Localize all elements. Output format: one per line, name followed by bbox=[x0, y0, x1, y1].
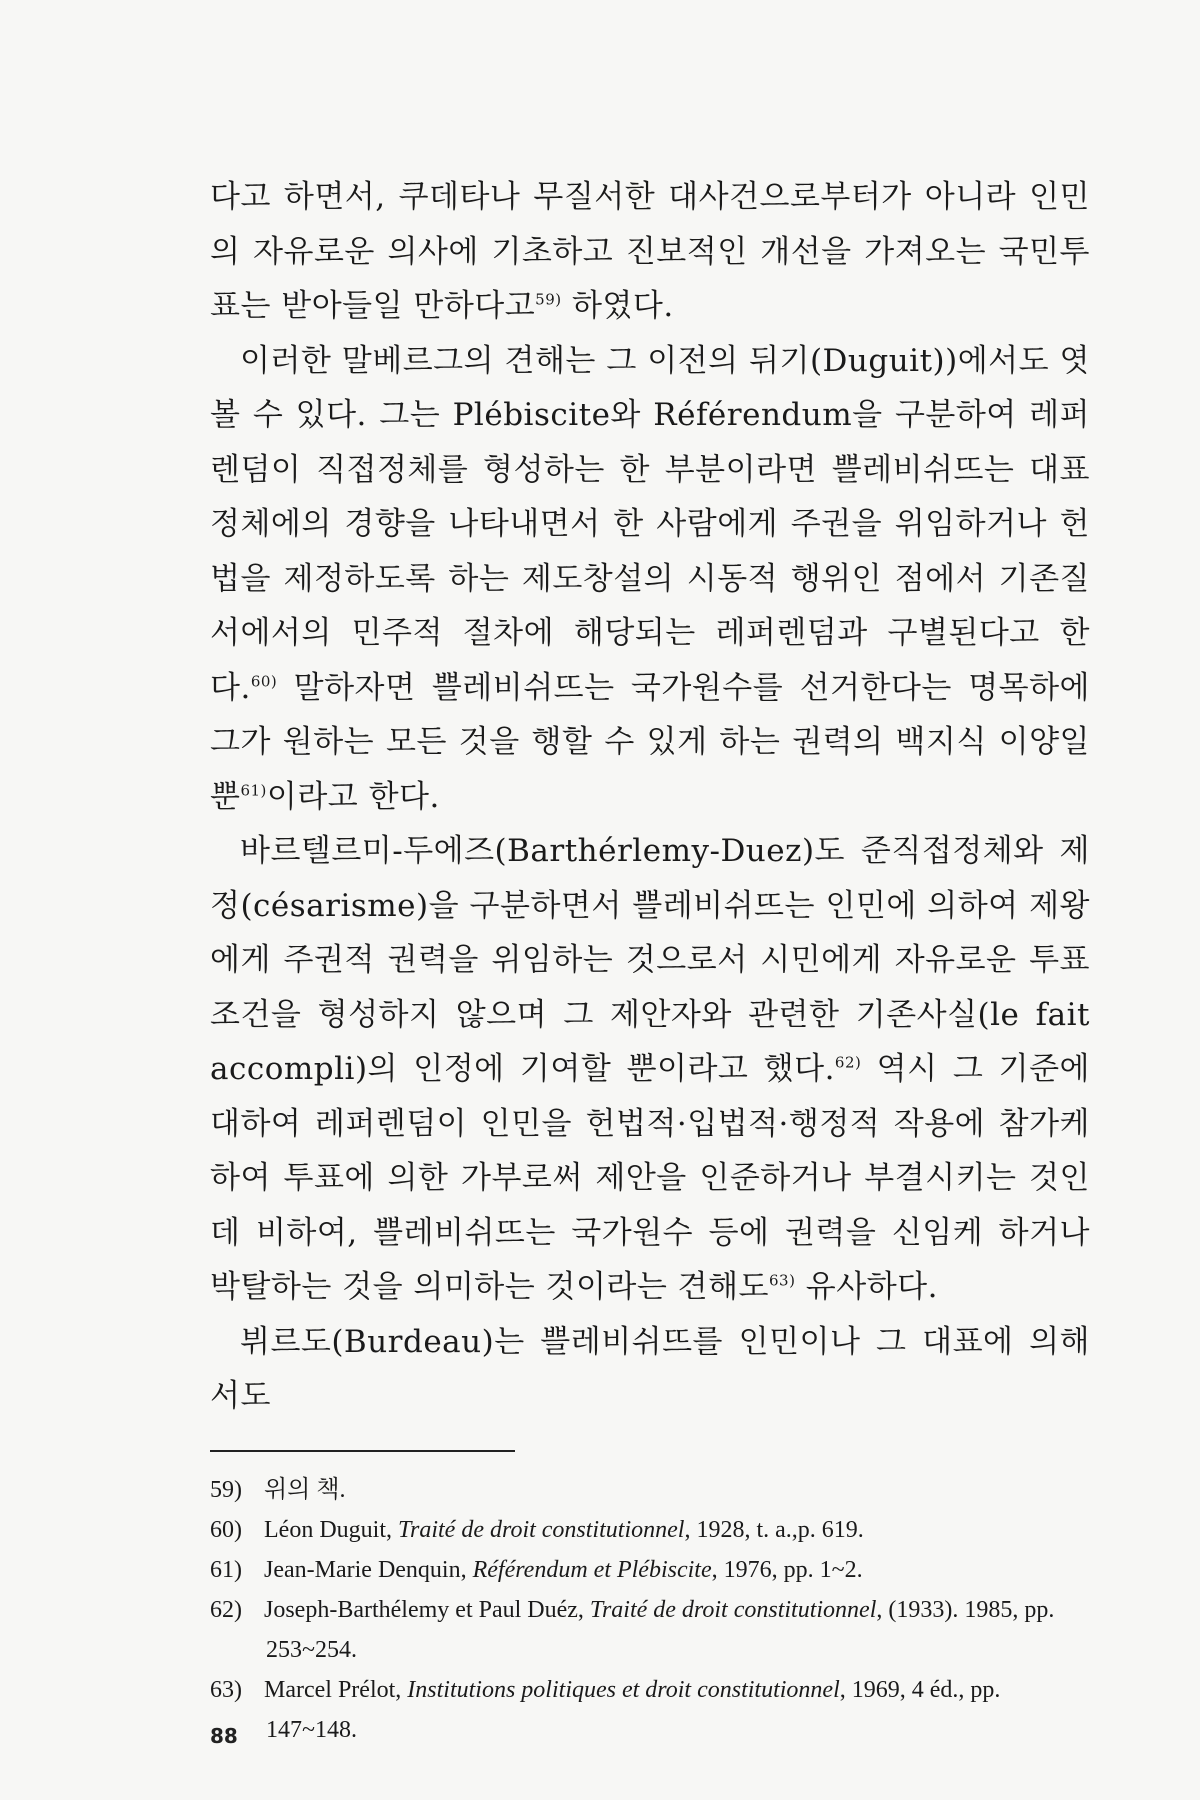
footnote-ref-60: 60) bbox=[250, 672, 278, 691]
footnote-title: Référendum et Plébiscite bbox=[472, 1556, 712, 1583]
footnote-title: Institutions politiques et droit constitutionnel bbox=[407, 1676, 840, 1703]
footnote-number: 62) bbox=[210, 1596, 242, 1623]
footnote-59 bbox=[210, 1470, 1090, 1510]
footnote-ref-62: 62) bbox=[834, 1053, 862, 1072]
footnote-60 bbox=[210, 1510, 1090, 1550]
footnote-62 bbox=[210, 1590, 1090, 1670]
footnotes bbox=[210, 1470, 1090, 1750]
paragraph-3-text-b: 역시 그 기준에 대하여 레퍼렌덤이 인민을 헌법적·입법적·행정적 작용에 참가케 하여 투표에 의한 가부로써 제안을 인준하거나 부결시키는 것인데 비하여, 쁠레비쉬뜨는 국가원수 등에 권력을 신임케 하거나 박탈하는 것을 의미하는 것이라는 견해도 bbox=[210, 1051, 1090, 1305]
paragraph-3-text-c: 유사하다. bbox=[795, 1269, 938, 1305]
paragraph-3-text-a: 바르텔르미-두에즈(Barthérlemy-Duez)도 준직접정체와 제정(césarisme)을 구분하면서 쁠레비쉬뜨는 인민에 의하여 제왕에게 주권적 권력을 위임하는 것으로서 시민에게 자유로운 투표조건을 형성하지 않으며 그 제안자와 관련한 기존사실(le fait accompli)의 인정에 기여할 뿐이라고 했다. bbox=[210, 833, 1090, 1087]
footnote-61 bbox=[210, 1550, 1090, 1590]
paragraph-3 bbox=[210, 824, 1090, 1315]
footnote-author: Joseph-Barthélemy et Paul Duéz, bbox=[264, 1596, 590, 1623]
footnote-ref-59: 59) bbox=[535, 290, 562, 309]
footnote-text: 위의 책. bbox=[264, 1476, 346, 1503]
footnote-title: Traité de droit constitutionnel bbox=[397, 1516, 685, 1543]
footnote-number: 60) bbox=[210, 1516, 242, 1543]
footnote-author: Léon Duguit, bbox=[264, 1516, 398, 1543]
footnote-details: , 1976, pp. 1~2. bbox=[711, 1556, 863, 1583]
paragraph-1-text-b: 하였다. bbox=[561, 288, 674, 324]
paragraph-2-text-a: 이러한 말베르그의 견해는 그 이전의 뒤기(Duguit))에서도 엿볼 수 있다. 그는 Plébiscite와 Référendum을 구분하여 레퍼렌덤이 직접정체를 형성하는 한 부분이라면 쁠레비쉬뜨는 대표정체에의 경향을 나타내면서 한 사람에게 주권을 위임하거나 헌법을 제정하도록 하는 제도창설의 시동적 행위인 점에서 기존질서에서의 민주적 절차에 해당되는 레퍼렌덤과 구별된다고 한다. bbox=[210, 342, 1090, 706]
paragraph-4: 뷔르도(Burdeau)는 쁠레비쉬뜨를 인민이나 그 대표에 의해서도 bbox=[210, 1323, 1090, 1414]
paragraph-1-text-a: 다고 하면서, 쿠데타나 무질서한 대사건으로부터가 아니라 인민의 자유로운 의사에 기초하고 진보적인 개선을 가져오는 국민투표는 받아들일 만하다고 bbox=[210, 179, 1090, 324]
footnote-divider bbox=[210, 1450, 515, 1452]
footnote-number: 59) bbox=[210, 1476, 242, 1503]
footnote-details: , 1969, 4 éd., pp. 147~148. bbox=[266, 1676, 1001, 1743]
footnote-author: Jean-Marie Denquin, bbox=[264, 1556, 473, 1583]
footnote-title: Traité de droit constitutionnel bbox=[589, 1596, 877, 1623]
footnote-ref-63: 63) bbox=[769, 1271, 796, 1290]
footnote-63 bbox=[210, 1670, 1090, 1750]
paragraph-2-text-c: 이라고 한다. bbox=[266, 778, 440, 815]
footnote-author: Marcel Prélot, bbox=[264, 1676, 408, 1703]
book-page bbox=[210, 170, 1090, 1750]
paragraph-1 bbox=[210, 170, 1090, 334]
footnote-details: , 1928, t. a.,p. 619. bbox=[684, 1516, 864, 1543]
paragraph-2 bbox=[210, 334, 1090, 825]
footnote-details: , (1933). 1985, pp. 253~254. bbox=[266, 1596, 1055, 1663]
footnote-number: 61) bbox=[210, 1556, 242, 1583]
footnote-ref-61: 61) bbox=[240, 781, 267, 800]
paragraph-2-text-b: 말하자면 쁠레비쉬뜨는 국가원수를 선거한다는 명목하에 그가 원하는 모든 것을 행할 수 있게 하는 권력의 백지식 이양일 뿐 bbox=[210, 669, 1090, 815]
page-number: 88 bbox=[210, 1724, 238, 1748]
footnote-number: 63) bbox=[210, 1676, 242, 1703]
